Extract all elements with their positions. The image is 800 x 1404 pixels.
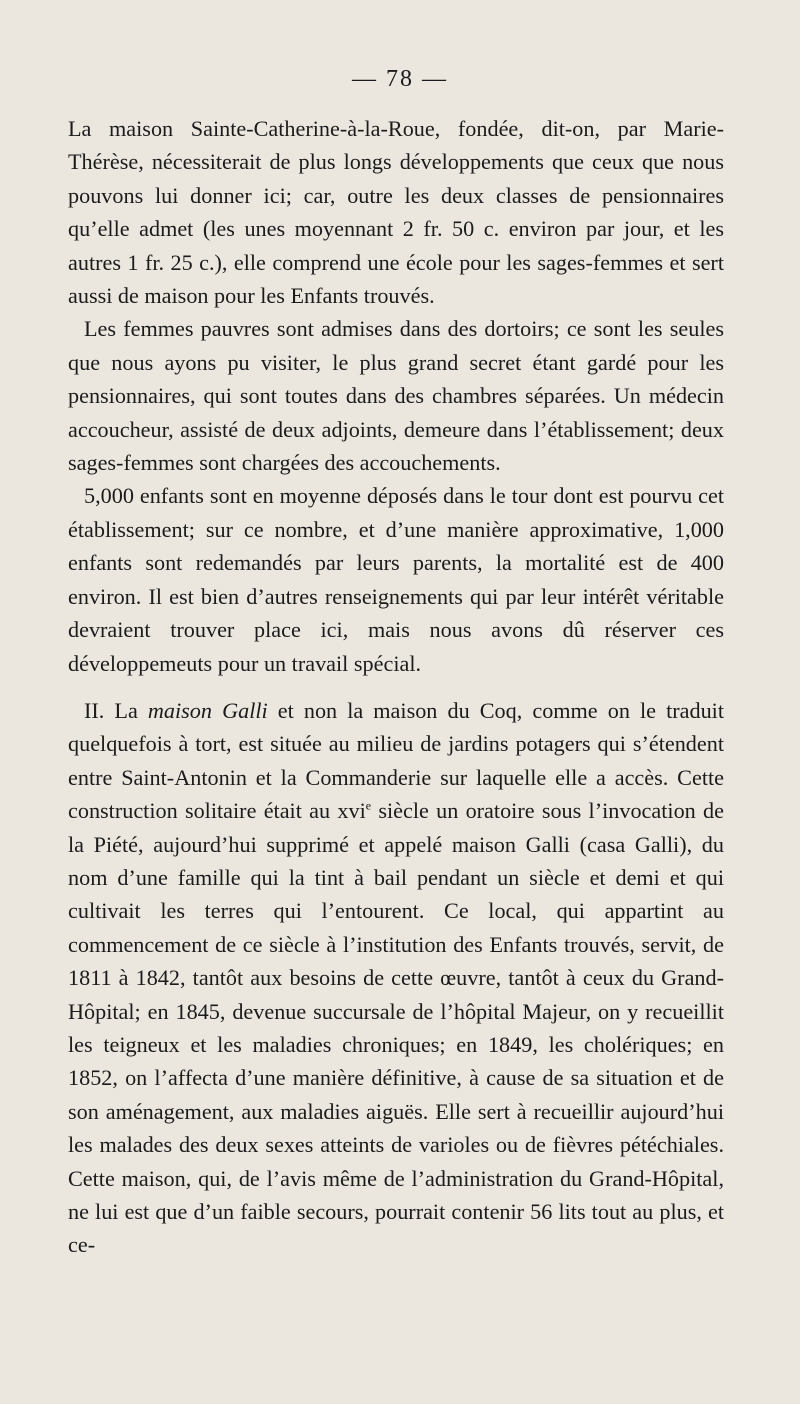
century-superscript: e — [365, 798, 372, 813]
paragraph-saint-catherine: La maison Sainte-Catherine-à-la-Roue, fondée, dit-on, par Marie-Thérèse, nécessiterait de plus longs développements que ceux que nous pouvons lui donner ici; car, outre les deux classes de pensionnaires qu’elle admet (les unes moyennant 2 fr. 50 c. environ par jour, et les autres 1 fr. 25 c.), elle comprend une école pour les sages-femmes et sert aussi de maison pour les Enfants trouvés. — [68, 116, 724, 309]
page-number: — 78 — — [352, 66, 448, 92]
paragraph-foundlings-statistics: 5,000 enfants sont en moyenne déposés dans le tour dont est pourvu cet établissement; sur ce nombre, et d’une manière approximative, 1,000 enfants sont redemandés par leurs parents, la mortalité est de 400 environ. Il est bien d’autres renseignements qui par leur intérêt véritable devraient trouver place ici, mais nous avons dû réserver ces développemeuts pour un travail spécial. — [68, 483, 724, 676]
italic-maison-galli: maison Galli — [147, 697, 268, 723]
paragraph-text-part-b: siècle un oratoire sous l’invocation de la Piété, aujourd’hui supprimé et appelé maison Galli (casa Galli), du nom d’une famille qui la tint à bail pendant un siècle et demi et qui cultivait les terres qui l’entourent. Ce local, qui appartint au commencement de ce siècle à l’institution des Enfants trouvés, servit, de 1811 à 1842, tantôt aux besoins de cette œuvre, tantôt à ceux du Grand-Hôpital; en 1845, devenue succursale de l’hôpital Majeur, on y recueillit les teigneux et les maladies chroniques; en 1849, les cholériques; en 1852, on l’affecta d’une manière définitive, à cause de sa situation et de son aménagement, aux maladies aiguës. Elle sert à recueillir aujourd’hui les malades des deux sexes atteints de varioles ou de fièvres pétéchiales. Cette maison, qui, de l’avis même de l’administration du Grand-Hôpital, ne lui est que d’un faible secours, pourrait contenir 56 lits tout au plus, et ce- — [68, 798, 724, 1258]
century-numeral: xvi — [337, 798, 366, 824]
section-prefix: II. La — [84, 697, 148, 723]
paragraph-text-part-a: et non la maison du Coq, comme on le traduit quelquefois à tort, est située au milieu de jardins potagers qui s’étendent entre Saint-Antonin et la Commanderie sur laquelle elle a accès. Cette construction solitaire était au — [68, 697, 724, 824]
paragraph-maison-galli — [68, 694, 724, 1262]
body-text — [68, 112, 724, 1262]
paragraph-dormitories: Les femmes pauvres sont admises dans des dortoirs; ce sont les seules que nous ayons pu visiter, le plus grand secret étant gardé pour les pensionnaires, qui sont toutes dans des chambres séparées. Un médecin accoucheur, assisté de deux adjoints, demeure dans l’établissement; deux sages-femmes sont chargées des accouchements. — [68, 316, 724, 476]
